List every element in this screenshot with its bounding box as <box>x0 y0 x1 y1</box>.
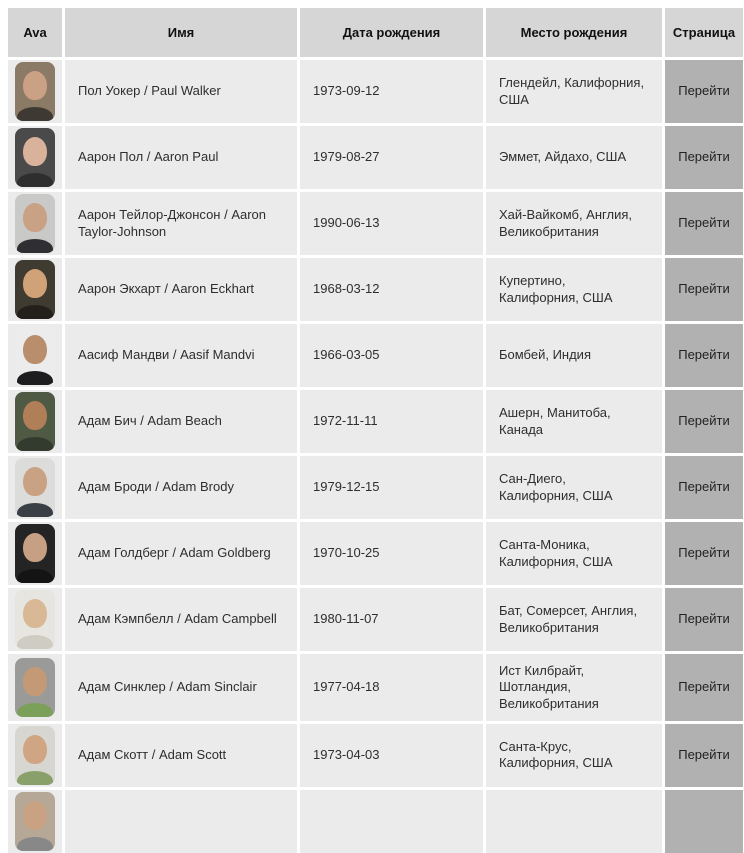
avatar-cell <box>8 654 62 721</box>
avatar-cell <box>8 390 62 453</box>
avatar-cell <box>8 456 62 519</box>
birth-date-cell: 1980-11-07 <box>300 588 483 651</box>
actor-photo <box>15 392 55 451</box>
name-cell: Адам Голдберг / Adam Goldberg <box>65 522 297 585</box>
actor-photo <box>15 326 55 385</box>
header-ava: Ava <box>8 8 62 57</box>
go-link[interactable]: Перейти <box>678 413 730 429</box>
birth-date-cell: 1977-04-18 <box>300 654 483 721</box>
actor-photo <box>15 260 55 319</box>
birth-date-cell <box>300 790 483 853</box>
page-cell <box>665 258 743 321</box>
birth-date-cell: 1966-03-05 <box>300 324 483 387</box>
actor-photo <box>15 524 55 583</box>
birth-place-cell: Купертино, Калифорния, США <box>486 258 662 321</box>
birth-place-cell: Бомбей, Индия <box>486 324 662 387</box>
header-birth-place: Место рождения <box>486 8 662 57</box>
name-cell <box>65 790 297 853</box>
birth-date-cell: 1968-03-12 <box>300 258 483 321</box>
name-cell: Аарон Пол / Aaron Paul <box>65 126 297 189</box>
go-link[interactable]: Перейти <box>678 679 730 695</box>
name-cell: Адам Бич / Adam Beach <box>65 390 297 453</box>
birth-place-cell: Санта-Крус, Калифорния, США <box>486 724 662 787</box>
name-cell: Адам Синклер / Adam Sinclair <box>65 654 297 721</box>
page-cell <box>665 654 743 721</box>
birth-place-cell: Бат, Сомерсет, Англия, Великобритания <box>486 588 662 651</box>
go-link[interactable]: Перейти <box>678 215 730 231</box>
actor-photo <box>15 458 55 517</box>
birth-place-cell <box>486 790 662 853</box>
birth-date-cell: 1970-10-25 <box>300 522 483 585</box>
birth-place-cell: Ашерн, Манитоба, Канада <box>486 390 662 453</box>
name-cell: Аарон Экхарт / Aaron Eckhart <box>65 258 297 321</box>
avatar-cell <box>8 522 62 585</box>
page-cell <box>665 192 743 255</box>
page-cell <box>665 324 743 387</box>
go-link[interactable]: Перейти <box>678 149 730 165</box>
go-link[interactable]: Перейти <box>678 611 730 627</box>
name-cell: Адам Броди / Adam Brody <box>65 456 297 519</box>
avatar-cell <box>8 724 62 787</box>
birth-place-cell: Санта-Моника, Калифорния, США <box>486 522 662 585</box>
birth-date-cell: 1973-04-03 <box>300 724 483 787</box>
birth-place-cell: Хай-Вайкомб, Англия, Великобритания <box>486 192 662 255</box>
name-cell: Адам Скотт / Adam Scott <box>65 724 297 787</box>
avatar-cell <box>8 258 62 321</box>
actor-photo <box>15 128 55 187</box>
go-link[interactable]: Перейти <box>678 479 730 495</box>
birth-place-cell: Ист Килбрайт, Шотландия, Великобритания <box>486 654 662 721</box>
page-cell <box>665 60 743 123</box>
go-link[interactable]: Перейти <box>678 281 730 297</box>
name-cell: Адам Кэмпбелл / Adam Campbell <box>65 588 297 651</box>
page-cell <box>665 790 743 853</box>
birth-place-cell: Сан-Диего, Калифорния, США <box>486 456 662 519</box>
birth-date-cell: 1979-12-15 <box>300 456 483 519</box>
go-link[interactable]: Перейти <box>678 347 730 363</box>
birth-date-cell: 1973-09-12 <box>300 60 483 123</box>
birth-place-cell: Глендейл, Калифорния, США <box>486 60 662 123</box>
actor-photo <box>15 658 55 717</box>
actor-photo <box>15 194 55 253</box>
page-cell <box>665 126 743 189</box>
actors-table <box>8 8 744 853</box>
name-cell: Пол Уокер / Paul Walker <box>65 60 297 123</box>
page-cell <box>665 724 743 787</box>
header-page: Страница <box>665 8 743 57</box>
name-cell: Аасиф Мандви / Aasif Mandvi <box>65 324 297 387</box>
actor-photo <box>15 62 55 121</box>
actor-photo <box>15 792 55 851</box>
page-cell <box>665 390 743 453</box>
avatar-cell <box>8 588 62 651</box>
birth-date-cell: 1972-11-11 <box>300 390 483 453</box>
page-cell <box>665 456 743 519</box>
avatar-cell <box>8 126 62 189</box>
go-link[interactable]: Перейти <box>678 545 730 561</box>
page-cell <box>665 522 743 585</box>
birth-place-cell: Эммет, Айдахо, США <box>486 126 662 189</box>
avatar-cell <box>8 324 62 387</box>
page-cell <box>665 588 743 651</box>
birth-date-cell: 1979-08-27 <box>300 126 483 189</box>
actor-photo <box>15 726 55 785</box>
birth-date-cell: 1990-06-13 <box>300 192 483 255</box>
go-link[interactable]: Перейти <box>678 83 730 99</box>
avatar-cell <box>8 60 62 123</box>
header-birth-date: Дата рождения <box>300 8 483 57</box>
avatar-cell <box>8 790 62 853</box>
header-name: Имя <box>65 8 297 57</box>
avatar-cell <box>8 192 62 255</box>
name-cell: Аарон Тейлор-Джонсон / Aaron Taylor-Johnson <box>65 192 297 255</box>
go-link[interactable]: Перейти <box>678 747 730 763</box>
actor-photo <box>15 590 55 649</box>
